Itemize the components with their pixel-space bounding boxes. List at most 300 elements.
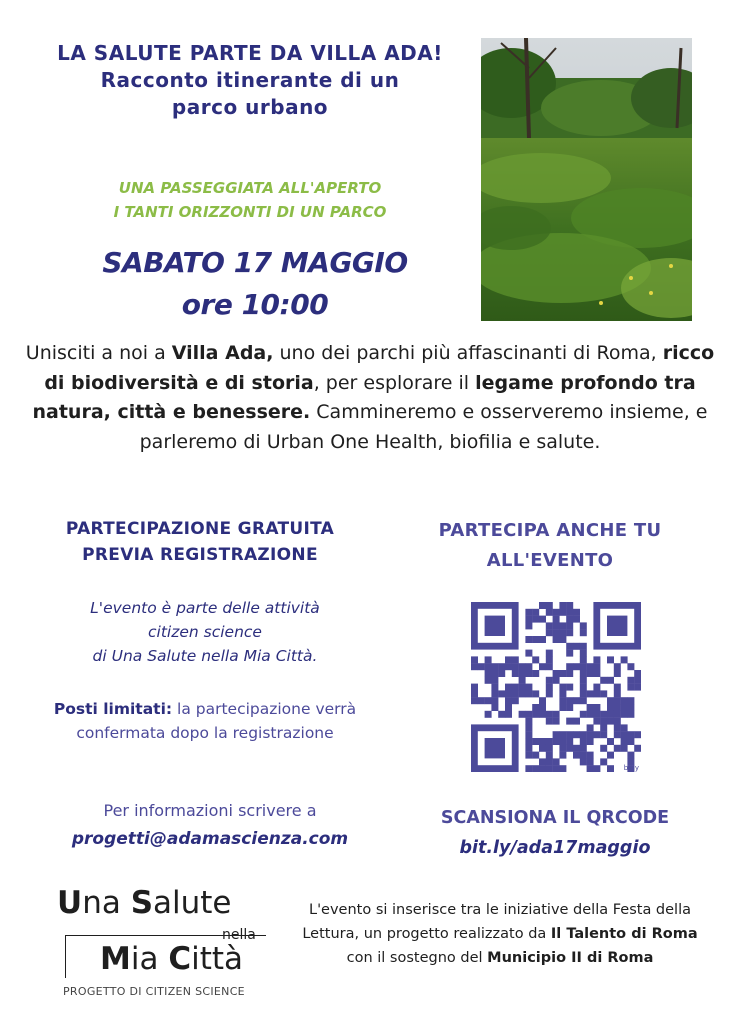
qr-module — [553, 711, 560, 718]
qr-finder-pattern — [597, 605, 638, 646]
qr-module — [607, 677, 614, 684]
qr-module — [634, 684, 641, 691]
subtitle-line-1: UNA PASSEGGIATA ALL'APERTO — [118, 179, 382, 197]
contact-info — [20, 797, 400, 853]
qr-module — [505, 711, 512, 718]
qr-module — [600, 745, 607, 752]
qr-module — [546, 663, 553, 670]
qr-module — [566, 738, 573, 745]
intro-bold-3: legame profondo tra natura, città e benessere. — [32, 371, 696, 423]
qr-module — [593, 704, 600, 711]
qr-module — [559, 684, 566, 691]
qr-module — [532, 670, 539, 677]
qr-module — [600, 677, 607, 684]
page-title — [30, 40, 470, 121]
intro-text-1: Unisciti a noi a — [25, 342, 172, 364]
free-participation-heading — [20, 516, 380, 568]
qr-module — [634, 745, 641, 752]
logo-letter-s: S — [130, 885, 154, 921]
qr-module — [512, 670, 519, 677]
qr-module — [546, 609, 553, 616]
qr-module — [546, 718, 553, 725]
qr-module — [566, 731, 573, 738]
qr-module — [553, 629, 560, 636]
logo-letter-c: C — [168, 941, 192, 977]
time-line: ore 10:00 — [181, 288, 329, 321]
intro-paragraph — [20, 339, 720, 457]
logo-letter-m: M — [100, 941, 131, 977]
qr-module — [621, 704, 628, 711]
qr-module — [580, 711, 587, 718]
qr-module — [525, 731, 532, 738]
qr-module — [546, 622, 553, 629]
qr-module — [491, 677, 498, 684]
date-line: SABATO 17 MAGGIO — [102, 246, 408, 279]
qr-module — [532, 636, 539, 643]
qr-module — [559, 629, 566, 636]
qr-module — [512, 656, 519, 663]
qr-module — [573, 745, 580, 752]
qr-module — [512, 684, 519, 691]
logo-text-na: na — [82, 885, 131, 921]
qr-module — [580, 622, 587, 629]
qr-module — [600, 731, 607, 738]
qr-module — [614, 718, 621, 725]
qr-module — [546, 758, 553, 765]
qr-module — [580, 677, 587, 684]
park-photo — [481, 38, 692, 321]
part-line-2: citizen science — [148, 623, 262, 641]
qr-module — [566, 697, 573, 704]
part-line-1: L'evento è parte delle attività — [90, 599, 320, 617]
qr-module — [546, 677, 553, 684]
qr-module — [593, 684, 600, 691]
qr-module — [478, 697, 485, 704]
qr-module — [580, 690, 587, 697]
qr-module — [539, 697, 546, 704]
qr-module — [505, 697, 512, 704]
qr-module — [587, 738, 594, 745]
qr-module — [505, 663, 512, 670]
qr-module — [559, 636, 566, 643]
footer-bold-2: Municipio II di Roma — [487, 950, 654, 966]
qr-module — [559, 602, 566, 609]
qr-finder-pattern — [474, 728, 515, 769]
qr-module — [471, 663, 478, 670]
qr-module — [607, 765, 614, 772]
logo-text-itta: ittà — [191, 941, 244, 977]
qr-module — [478, 663, 485, 670]
qr-module — [512, 663, 519, 670]
qr-module — [566, 609, 573, 616]
qr-module — [580, 738, 587, 745]
qr-module — [573, 616, 580, 623]
footer-text-2: con il sostegno del — [346, 950, 488, 966]
qr-module — [573, 731, 580, 738]
qr-module — [491, 684, 498, 691]
qr-module — [525, 609, 532, 616]
qr-module — [485, 670, 492, 677]
qr-module — [627, 738, 634, 745]
qr-caption: bitly — [623, 764, 639, 772]
qr-module — [532, 738, 539, 745]
qr-module — [627, 663, 634, 670]
qr-module — [559, 609, 566, 616]
qr-module — [553, 616, 560, 623]
qr-module — [491, 704, 498, 711]
qr-module — [621, 724, 628, 731]
title-line-3: parco urbano — [171, 95, 329, 119]
qr-module — [525, 765, 532, 772]
qr-module — [587, 731, 594, 738]
qr-module — [532, 765, 539, 772]
qr-module — [539, 663, 546, 670]
qr-module — [559, 697, 566, 704]
qr-module — [600, 711, 607, 718]
qr-module — [621, 745, 628, 752]
qr-module — [491, 663, 498, 670]
logo-nella: nella — [222, 927, 256, 943]
qr-module — [607, 752, 614, 759]
qr-module — [546, 745, 553, 752]
qr-module — [593, 718, 600, 725]
qr-module — [587, 711, 594, 718]
qr-module — [559, 738, 566, 745]
qr-module — [532, 656, 539, 663]
qr-module — [505, 704, 512, 711]
qr-module — [580, 684, 587, 691]
qr-module — [525, 616, 532, 623]
qr-module — [491, 670, 498, 677]
qr-module — [580, 663, 587, 670]
qr-module — [566, 622, 573, 629]
qr-module — [614, 724, 621, 731]
qr-module — [553, 731, 560, 738]
qr-module — [471, 697, 478, 704]
qr-module — [580, 697, 587, 704]
qr-module — [525, 711, 532, 718]
scan-section — [395, 803, 715, 863]
qr-module — [498, 670, 505, 677]
qr-module — [539, 765, 546, 772]
qr-module — [600, 718, 607, 725]
qr-module — [559, 765, 566, 772]
qr-module — [614, 670, 621, 677]
qr-module — [471, 690, 478, 697]
qr-module — [587, 758, 594, 765]
left-head-line-1: PARTECIPAZIONE GRATUITA — [65, 519, 335, 539]
qr-module — [525, 684, 532, 691]
limited-seats-text: la partecipazione verrà confermata dopo la registrazione — [76, 700, 357, 742]
qr-module — [546, 684, 553, 691]
qr-module — [587, 670, 594, 677]
qr-module — [566, 629, 573, 636]
qr-module — [546, 602, 553, 609]
qr-module — [580, 758, 587, 765]
qr-module — [525, 690, 532, 697]
qr-module — [627, 684, 634, 691]
qr-module — [485, 677, 492, 684]
qr-module — [512, 697, 519, 704]
right-head-line-1: PARTECIPA ANCHE TU — [438, 520, 662, 541]
qr-module — [559, 690, 566, 697]
qr-module — [525, 752, 532, 759]
qr-module — [546, 738, 553, 745]
qr-module — [553, 738, 560, 745]
qr-module — [627, 731, 634, 738]
qr-module — [607, 718, 614, 725]
qr-module — [539, 711, 546, 718]
logo-line-2 — [100, 941, 243, 977]
qr-module — [621, 731, 628, 738]
qr-module — [587, 765, 594, 772]
qr-module — [607, 697, 614, 704]
qr-module — [573, 609, 580, 616]
contact-email[interactable]: progetti@adamascienza.com — [71, 829, 349, 849]
qr-module — [614, 690, 621, 697]
qr-module — [525, 622, 532, 629]
qr-module — [546, 711, 553, 718]
logo-tagline: PROGETTO DI CITIZEN SCIENCE — [63, 985, 245, 998]
qr-module — [580, 670, 587, 677]
qr-module — [519, 670, 526, 677]
qr-module — [600, 758, 607, 765]
qr-module — [634, 670, 641, 677]
info-line: Per informazioni scrivere a — [103, 801, 317, 820]
qr-module — [505, 684, 512, 691]
qr-module — [539, 602, 546, 609]
qr-module — [559, 731, 566, 738]
qr-code[interactable] — [471, 602, 641, 772]
qr-module — [559, 622, 566, 629]
qr-module — [593, 656, 600, 663]
qr-module — [580, 752, 587, 759]
qr-module — [566, 704, 573, 711]
qr-module — [607, 711, 614, 718]
qr-module — [539, 738, 546, 745]
intro-text-3: , per esplorare il — [313, 371, 476, 394]
qr-module — [621, 738, 628, 745]
limited-seats-note — [20, 697, 390, 745]
qr-module — [593, 663, 600, 670]
limited-seats-label: Posti limitati: — [53, 700, 173, 718]
event-date — [40, 242, 470, 326]
qr-module — [566, 602, 573, 609]
qr-module — [553, 765, 560, 772]
qr-module — [505, 656, 512, 663]
part-line-3: di Una Salute nella Mia Città. — [92, 647, 318, 665]
qr-module — [539, 616, 546, 623]
qr-module — [559, 752, 566, 759]
qr-module — [532, 609, 539, 616]
qr-module — [621, 656, 628, 663]
qr-module — [614, 745, 621, 752]
qr-module — [587, 752, 594, 759]
qr-module — [566, 718, 573, 725]
qr-module — [498, 711, 505, 718]
qr-module — [593, 765, 600, 772]
qr-module — [525, 745, 532, 752]
qr-module — [559, 745, 566, 752]
event-subtitle — [40, 176, 460, 224]
qr-module — [471, 684, 478, 691]
qr-module — [532, 711, 539, 718]
qr-finder-pattern — [474, 605, 515, 646]
qr-module — [553, 670, 560, 677]
intro-bold-1: Villa Ada, — [171, 342, 274, 364]
qr-module — [485, 663, 492, 670]
qr-module — [539, 758, 546, 765]
qr-module — [593, 731, 600, 738]
qr-module — [546, 765, 553, 772]
qr-module — [525, 650, 532, 657]
qr-module — [553, 636, 560, 643]
qr-module — [566, 650, 573, 657]
qr-module — [621, 711, 628, 718]
qr-module — [546, 690, 553, 697]
qr-module — [614, 697, 621, 704]
qr-module — [593, 690, 600, 697]
qr-module — [607, 656, 614, 663]
registration-link[interactable]: bit.ly/ada17maggio — [459, 838, 651, 858]
qr-module — [627, 711, 634, 718]
qr-module — [621, 697, 628, 704]
qr-module — [519, 677, 526, 684]
qr-module — [546, 752, 553, 759]
qr-module — [627, 697, 634, 704]
qr-module — [580, 629, 587, 636]
qr-module — [573, 643, 580, 650]
qr-module — [614, 684, 621, 691]
footer-note — [290, 898, 710, 970]
qr-module — [566, 670, 573, 677]
qr-module — [627, 752, 634, 759]
qr-module — [539, 636, 546, 643]
intro-bold-2: ricco di biodiversità e di storia — [44, 342, 715, 394]
subtitle-line-2: I TANTI ORIZZONTI DI UN PARCO — [113, 203, 387, 221]
intro-text-2: uno dei parchi più affascinanti di Roma, — [273, 342, 663, 364]
qr-module — [566, 643, 573, 650]
qr-module — [519, 711, 526, 718]
qr-module — [525, 636, 532, 643]
qr-module — [559, 670, 566, 677]
qr-module — [573, 718, 580, 725]
qr-module — [587, 724, 594, 731]
qr-module — [491, 690, 498, 697]
qr-module — [580, 745, 587, 752]
qr-module — [573, 697, 580, 704]
qr-module — [532, 752, 539, 759]
logo-letter-u: U — [57, 885, 83, 921]
qr-module — [607, 738, 614, 745]
qr-module — [580, 731, 587, 738]
qr-module — [600, 690, 607, 697]
scan-qr-label: SCANSIONA IL QRCODE — [440, 808, 670, 828]
qr-module — [614, 704, 621, 711]
left-head-line-2: PREVIA REGISTRAZIONE — [82, 545, 318, 565]
qr-module — [519, 684, 526, 691]
qr-module — [634, 677, 641, 684]
qr-module — [485, 697, 492, 704]
qr-module — [587, 690, 594, 697]
qr-module — [627, 704, 634, 711]
qr-module — [525, 724, 532, 731]
qr-module — [532, 704, 539, 711]
footer-bold-1: Il Talento di Roma — [550, 926, 698, 942]
qr-module — [546, 656, 553, 663]
qr-module — [553, 718, 560, 725]
qr-module — [573, 663, 580, 670]
qr-module — [539, 745, 546, 752]
qr-module — [525, 663, 532, 670]
qr-module — [519, 663, 526, 670]
qr-module — [525, 670, 532, 677]
qr-module — [614, 731, 621, 738]
qr-module — [539, 704, 546, 711]
qr-module — [491, 697, 498, 704]
qr-module — [627, 677, 634, 684]
qr-module — [587, 704, 594, 711]
qr-module — [485, 656, 492, 663]
qr-module — [593, 711, 600, 718]
qr-module — [580, 643, 587, 650]
qr-module — [614, 663, 621, 670]
intro-text-4: Cammineremo e osserveremo insieme, e parleremo di Urban One Health, biofilia e salute. — [139, 401, 708, 453]
footer-text-1: L'evento si inserisce tra le iniziative della Festa della Lettura, un progetto realizzato da — [302, 902, 692, 942]
project-logo — [45, 885, 285, 1005]
qr-module — [580, 650, 587, 657]
qr-module — [553, 758, 560, 765]
qr-module — [573, 752, 580, 759]
logo-text-ia: ia — [130, 941, 169, 977]
qr-module — [614, 711, 621, 718]
qr-module — [559, 704, 566, 711]
qr-module — [546, 650, 553, 657]
qr-module — [587, 663, 594, 670]
qr-module — [566, 684, 573, 691]
qr-module — [600, 724, 607, 731]
qr-module — [532, 690, 539, 697]
qr-module — [553, 622, 560, 629]
title-line-1: LA SALUTE PARTE DA VILLA ADA! — [57, 41, 443, 65]
qr-module — [498, 690, 505, 697]
qr-module — [471, 656, 478, 663]
qr-module — [634, 731, 641, 738]
qr-module — [512, 690, 519, 697]
qr-module — [553, 609, 560, 616]
logo-line-1 — [57, 885, 232, 921]
qr-module — [553, 677, 560, 684]
join-event-heading — [400, 516, 700, 576]
qr-module — [485, 711, 492, 718]
qr-module — [607, 704, 614, 711]
qr-module — [580, 656, 587, 663]
logo-text-alute: alute — [153, 885, 232, 921]
qr-module — [566, 616, 573, 623]
qr-module — [525, 738, 532, 745]
qr-module — [566, 745, 573, 752]
qr-module — [525, 718, 532, 725]
qr-module — [532, 616, 539, 623]
qr-module — [566, 663, 573, 670]
citizen-science-note — [30, 596, 380, 668]
title-line-2: Racconto itinerante di un — [100, 68, 400, 92]
qr-module — [498, 663, 505, 670]
qr-module — [505, 690, 512, 697]
qr-module — [593, 670, 600, 677]
qr-module — [519, 690, 526, 697]
right-head-line-2: ALL'EVENTO — [486, 550, 614, 571]
